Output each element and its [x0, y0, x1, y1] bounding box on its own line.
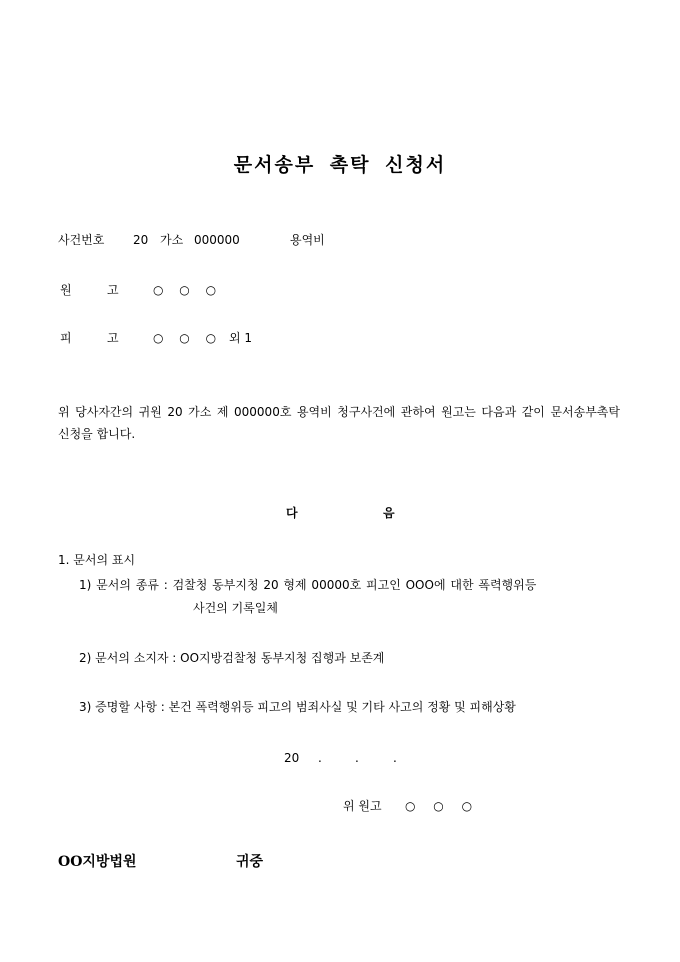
signature-label: 위 원고 [343, 799, 382, 813]
defendant-name: ○ ○ ○ [153, 331, 217, 345]
case-name: 용역비 [290, 233, 325, 247]
section-heading-right: 음 [383, 506, 395, 520]
case-number-value: 000000 [194, 233, 240, 247]
defendant-label-1: 피 [60, 331, 72, 345]
case-type: 가소 [160, 233, 184, 247]
section-1-title: 1. 문서의 표시 [58, 553, 136, 567]
defendant-suffix: 외 1 [229, 331, 253, 345]
body-paragraph: 위 당사자간의 귀원 20 가소 제 000000호 용역비 청구사건에 관하여 원고는 다음과 같이 문서송부촉탁 신청을 합니다. [58, 405, 620, 441]
date-sep-3: . [393, 751, 397, 765]
case-number-label: 사건번호 [58, 233, 105, 247]
court-honorific: 귀중 [236, 854, 264, 870]
signature-name: ○ ○ ○ [405, 799, 473, 813]
plaintiff-name: ○ ○ ○ [153, 283, 217, 297]
case-year: 20 [133, 233, 149, 247]
date-sep-2: . [355, 751, 359, 765]
item-3: 3) 증명할 사항 : 본건 폭력행위등 피고의 범죄사실 및 기타 사고의 정황 및 피해상황 [79, 700, 516, 714]
section-heading-left: 다 [286, 506, 298, 520]
date-sep-1: . [318, 751, 322, 765]
court-name: OO지방법원 [58, 854, 137, 870]
item-1-line-2: 사건의 기록일체 [193, 601, 278, 615]
defendant-label-2: 고 [107, 331, 119, 345]
item-2: 2) 문서의 소지자 : OO지방검찰청 동부지청 집행과 보존계 [79, 651, 385, 665]
plaintiff-label-1: 원 [60, 283, 72, 297]
item-1-line-1: 1) 문서의 종류 : 검찰청 동부지청 20 형제 00000호 피고인 OOO에 대한 폭력행위등 [79, 578, 537, 592]
plaintiff-label-2: 고 [107, 283, 119, 297]
date-year: 20 [284, 751, 300, 765]
document-title: 문서송부 촉탁 신청서 [233, 154, 447, 176]
